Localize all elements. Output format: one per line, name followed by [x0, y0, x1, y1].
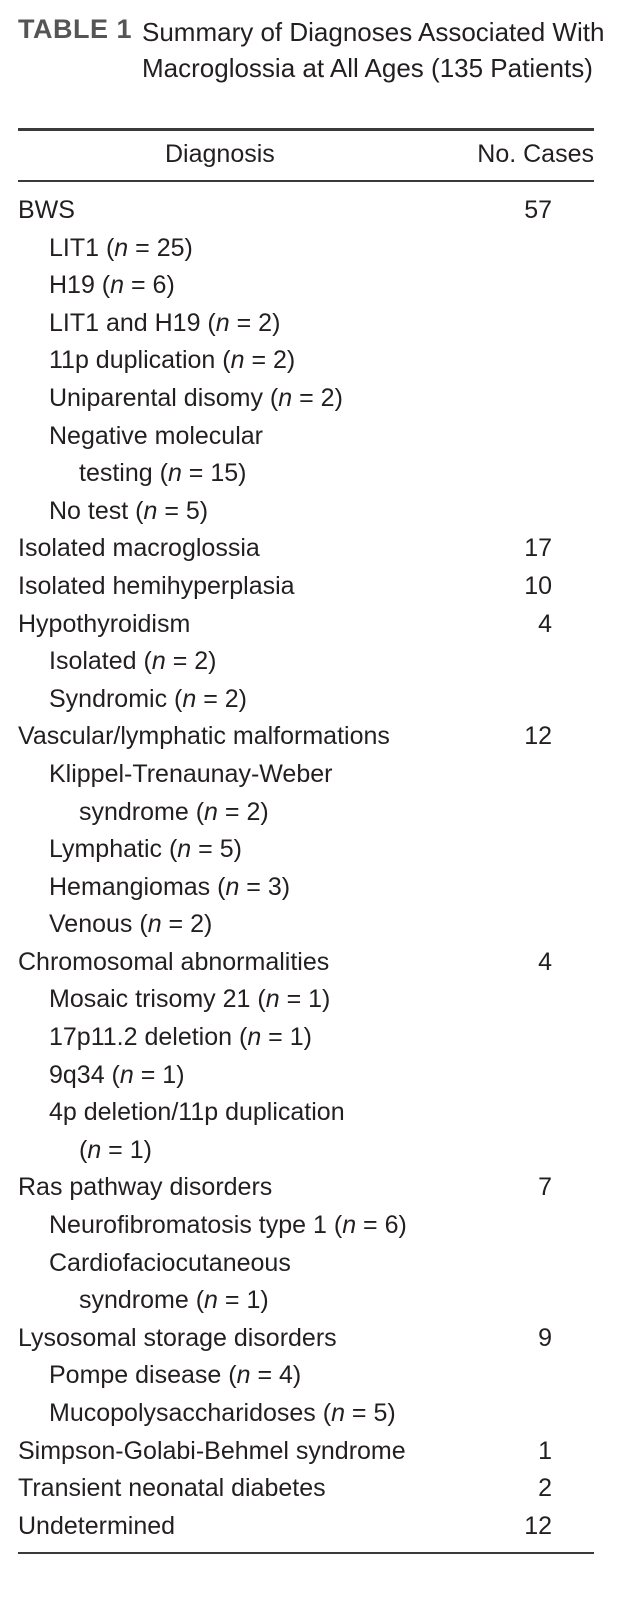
table-row: [18, 1395, 594, 1433]
table-row: [18, 681, 594, 719]
diagnosis-label: Pompe disease (n = 4): [49, 1361, 302, 1390]
table-row: [18, 1132, 594, 1170]
diagnosis-label: Hemangiomas (n = 3): [49, 872, 291, 901]
table-row: [18, 643, 594, 681]
diagnosis-label: Uniparental disomy (n = 2): [49, 383, 343, 412]
diagnosis-label: Venous (n = 2): [49, 910, 213, 939]
diagnosis-label: 11p duplication (n = 2): [49, 346, 296, 375]
table-row: [18, 1207, 594, 1245]
diagnosis-label: BWS: [18, 196, 75, 224]
bottom-rule: [18, 1552, 594, 1554]
table-row: [18, 1094, 594, 1132]
case-count: 12: [524, 722, 552, 751]
diagnosis-label: LIT1 (n = 25): [49, 233, 193, 262]
diagnosis-label: No test (n = 5): [49, 496, 209, 525]
diagnosis-label: (n = 1): [79, 1135, 152, 1164]
table-row: [18, 380, 594, 418]
table-row: [18, 267, 594, 305]
diagnosis-label: testing (n = 15): [79, 459, 247, 488]
table-row: [18, 230, 594, 268]
diagnosis-label: Isolated (n = 2): [49, 647, 217, 676]
table-number: TABLE 1: [18, 14, 133, 44]
table-row: [18, 1057, 594, 1095]
table-body: [18, 192, 594, 1545]
diagnosis-label: Lymphatic (n = 5): [49, 835, 242, 864]
diagnosis-label: Isolated hemihyperplasia: [18, 571, 295, 600]
table-row: [18, 1282, 594, 1320]
table-row: [18, 493, 594, 531]
diagnosis-label: Neurofibromatosis type 1 (n = 6): [49, 1211, 407, 1240]
table-row: [18, 530, 594, 568]
table-row: [18, 756, 594, 794]
diagnosis-label: Mucopolysaccharidoses (n = 5): [49, 1399, 396, 1427]
case-count: 1: [538, 1436, 552, 1465]
table-row: [18, 944, 594, 982]
case-count: 2: [538, 1474, 552, 1503]
case-count: 10: [524, 571, 552, 600]
case-count: 17: [524, 534, 552, 563]
diagnosis-label: syndrome (n = 2): [79, 797, 269, 826]
diagnosis-label: 17p11.2 deletion (n = 1): [49, 1023, 312, 1052]
header-rule: [18, 180, 594, 182]
case-count: 12: [524, 1511, 552, 1540]
table-row: [18, 794, 594, 832]
diagnosis-label: Vascular/lymphatic malformations: [18, 722, 390, 751]
table-row: [18, 981, 594, 1019]
top-rule: [18, 128, 594, 131]
diagnosis-label: Hypothyroidism: [18, 609, 191, 638]
table-row: [18, 1508, 594, 1546]
diagnosis-label: 9q34 (n = 1): [49, 1060, 185, 1089]
table-row: [18, 1357, 594, 1395]
table-row: [18, 1470, 594, 1508]
table-row: [18, 305, 594, 343]
case-count: 57: [524, 196, 552, 224]
diagnosis-label: Negative molecular: [49, 421, 263, 450]
table-row: [18, 1169, 594, 1207]
diagnosis-label: Undetermined: [18, 1511, 176, 1540]
diagnosis-label: 4p deletion/11p duplication: [49, 1098, 345, 1127]
diagnosis-label: Cardiofaciocutaneous: [49, 1248, 291, 1277]
table-row: [18, 718, 594, 756]
diagnosis-label: Transient neonatal diabetes: [18, 1474, 326, 1503]
table-row: [18, 869, 594, 907]
case-count: 4: [538, 609, 552, 638]
diagnosis-label: Chromosomal abnormalities: [18, 947, 330, 976]
table-row: [18, 831, 594, 869]
table-row: [18, 606, 594, 644]
table-row: [18, 1019, 594, 1057]
diagnosis-label: Isolated macroglossia: [18, 534, 260, 563]
case-count: 9: [538, 1323, 552, 1352]
table-row: [18, 342, 594, 380]
diagnosis-label: Mosaic trisomy 21 (n = 1): [49, 985, 331, 1014]
diagnosis-label: H19 (n = 6): [49, 271, 175, 300]
table-row: [18, 1320, 594, 1358]
diagnosis-label: Lysosomal storage disorders: [18, 1323, 337, 1352]
table-row: [18, 906, 594, 944]
table-row: [18, 1245, 594, 1283]
case-count: 4: [538, 947, 552, 976]
table-row: [18, 455, 594, 493]
diagnosis-label: LIT1 and H19 (n = 2): [49, 308, 281, 337]
table-row: [18, 418, 594, 456]
diagnosis-label: syndrome (n = 1): [79, 1286, 269, 1315]
header-cases: No. Cases: [477, 140, 594, 168]
header-diagnosis: Diagnosis: [165, 140, 275, 168]
table-row: [18, 568, 594, 606]
diagnosis-label: Klippel-Trenaunay-Weber: [49, 759, 333, 788]
diagnosis-label: Syndromic (n = 2): [49, 684, 248, 713]
table-row: [18, 1433, 594, 1471]
table-title: Summary of Diagnoses Associated With Macroglossia at All Ages (135 Patients): [142, 17, 605, 83]
diagnosis-label: Ras pathway disorders: [18, 1173, 273, 1202]
diagnosis-label: Simpson-Golabi-Behmel syndrome: [18, 1436, 406, 1465]
case-count: 7: [538, 1173, 552, 1202]
table-row: [18, 192, 594, 230]
